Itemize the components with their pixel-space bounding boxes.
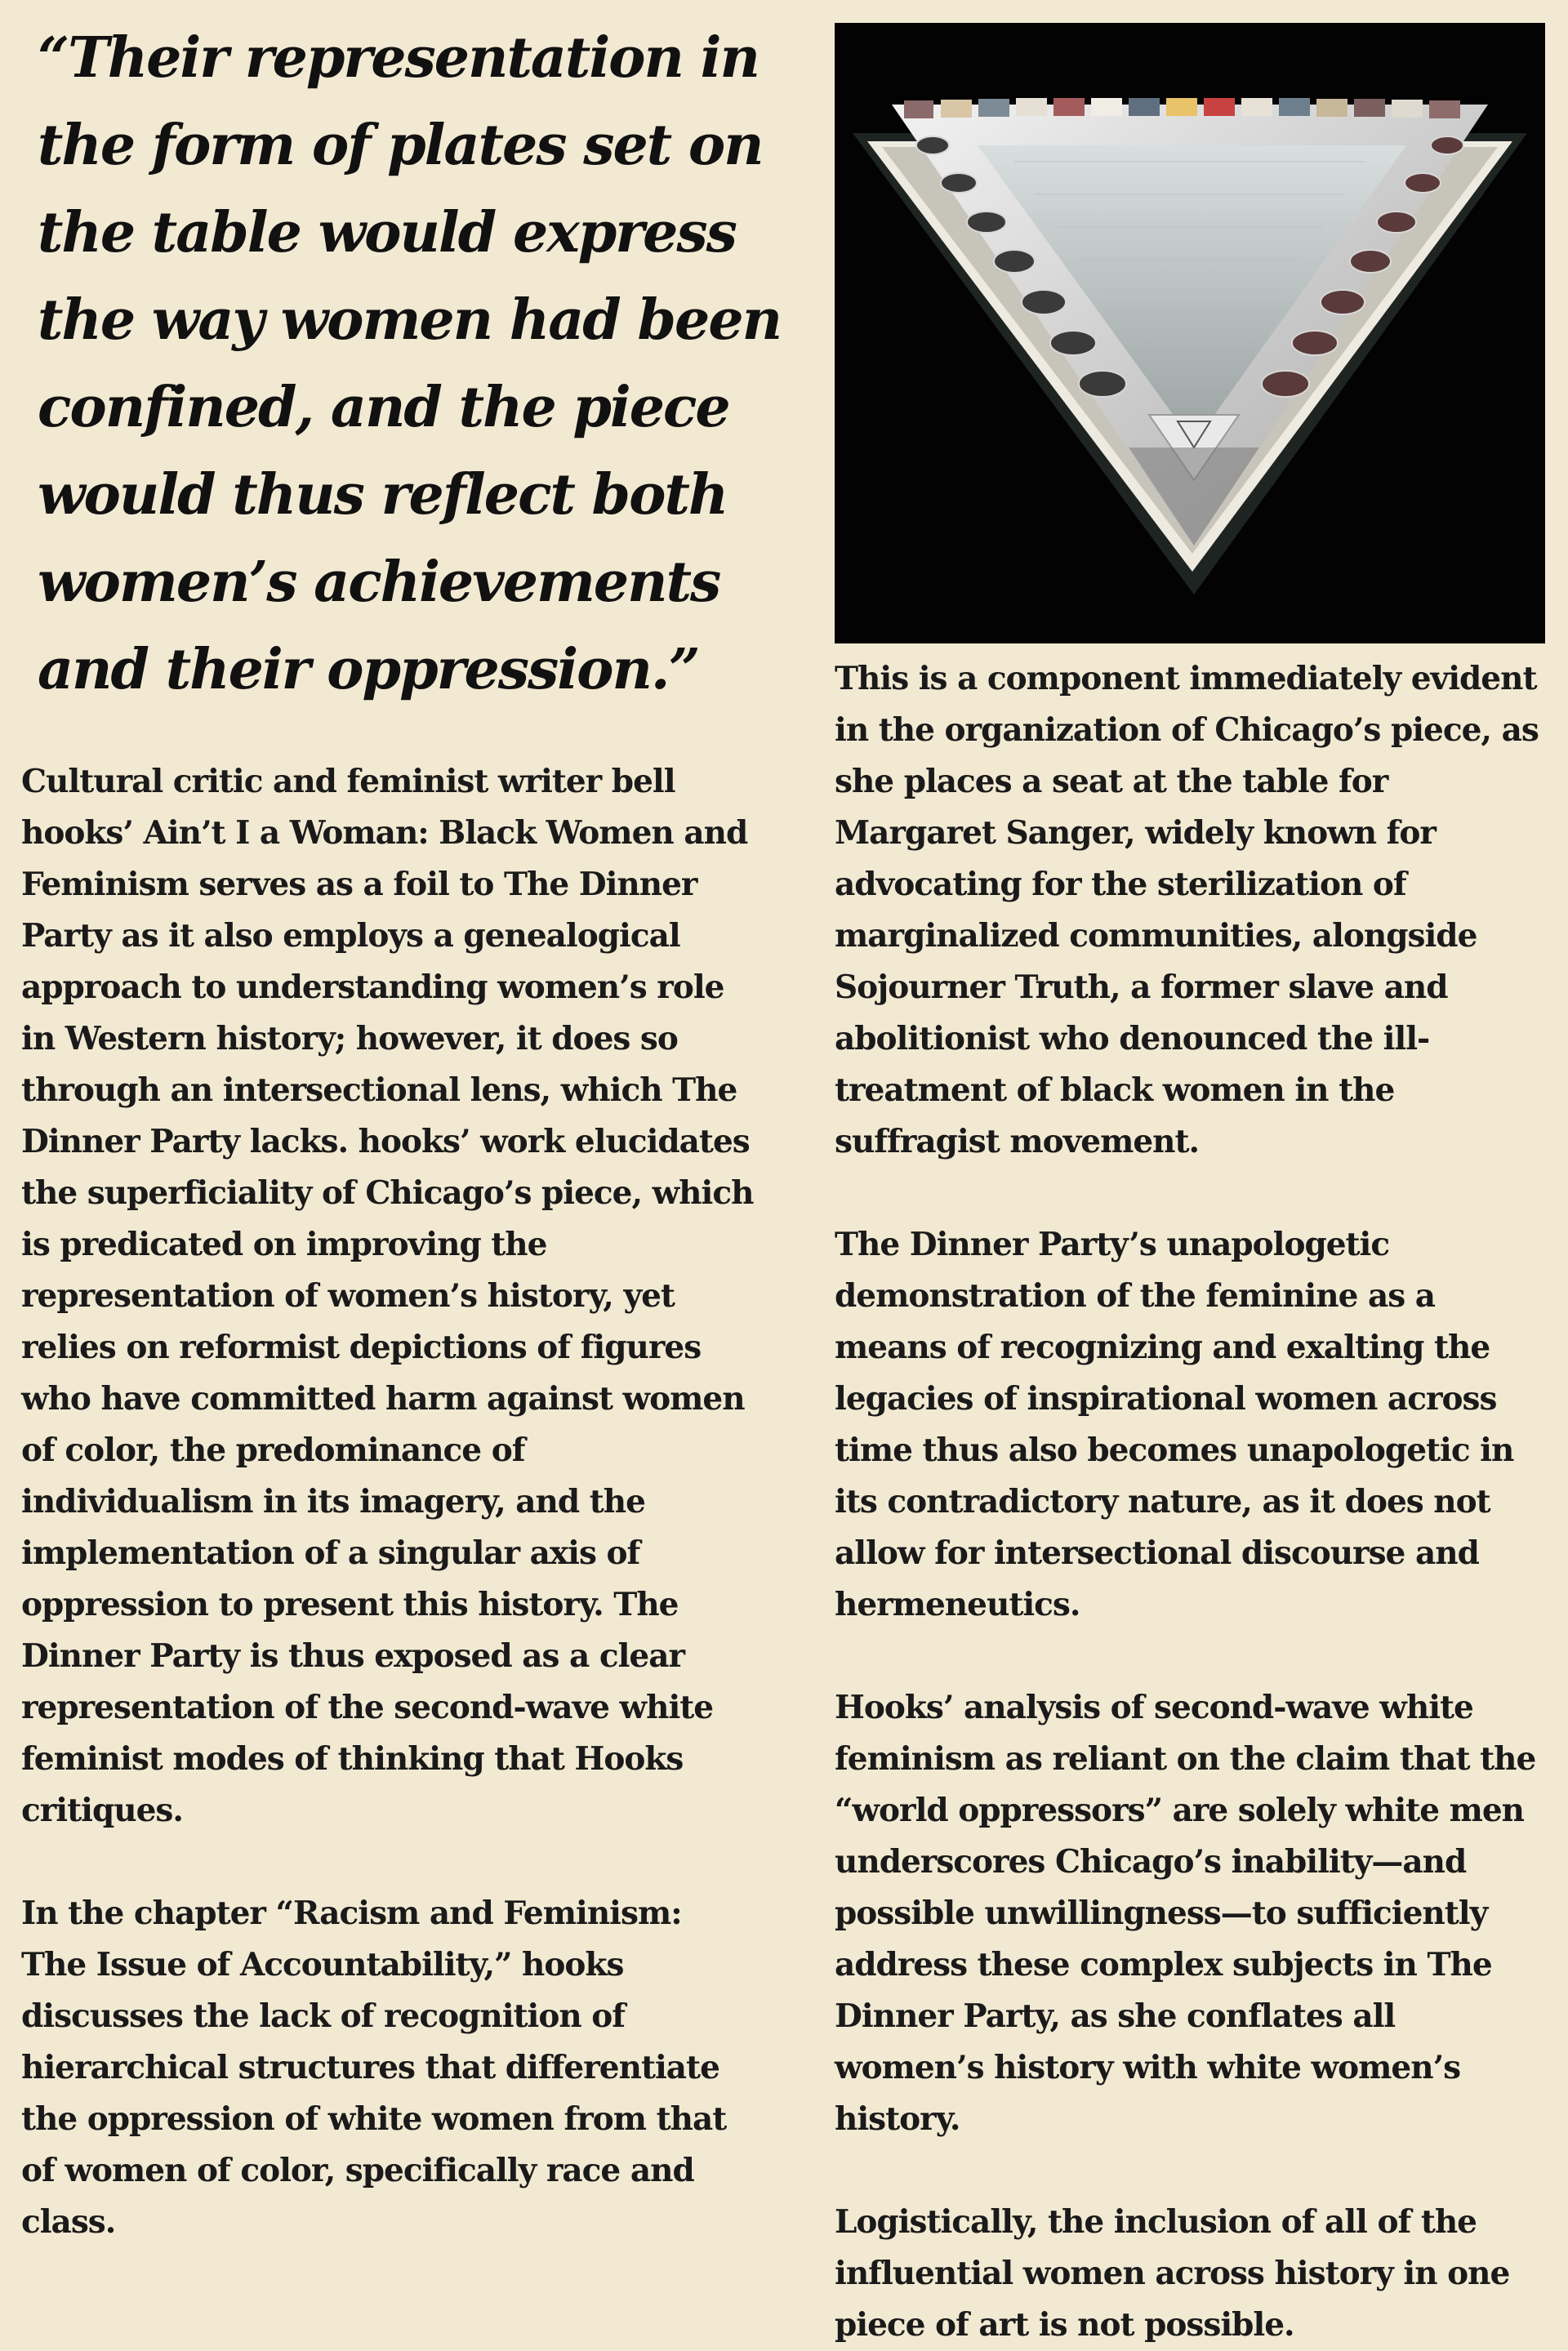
pull-quote-line: women’s achievements — [38, 550, 720, 615]
body-paragraph: Cultural critic and feminist writer bell hooks’ Ain’t I a Woman: Black Women and Feminism serves as a foil to The Dinner Party as it also employs a genealogical approach to understanding women’s role in Western history; however, it does so through an intersectional lens, which The Dinner Party lacks. hooks’ work elucidates the superficiality of Chicago’s piece, which is predicated on improving the representation of women’s history, yet relies on reformist depictions of figures who have committed harm against women of color, the predominance of individualism in its imagery, and the implementation of a singular axis of oppression to present this history. The Dinner Party is thus exposed as a clear representation of the second-wave white feminist modes of thinking that Hooks critiques. — [21, 763, 754, 1829]
pull-quote-line: would thus reflect both — [38, 462, 728, 528]
pull-quote-line: the way women had been — [38, 287, 782, 353]
pull-quote-line: and their oppression.” — [38, 637, 699, 702]
body-paragraph: Hooks’ analysis of second-wave white feminism as reliant on the claim that the “world oppressors” are solely white men underscores Chicago’s inability—and possible unwillingness—to sufficiently address these complex subjects in The Dinner Party, as she conflates all women’s history with white women’s history. — [835, 1689, 1536, 2138]
right-column — [835, 653, 1553, 2351]
pull-quote-line: the table would express — [38, 200, 736, 265]
pull-quote-line: the form of plates set on — [38, 113, 763, 178]
body-paragraph: This is a component immediately evident in the organization of Chicago’s piece, as she places a seat at the table for Margaret Sanger, widely known for advocating for the sterilization of marginalized communities, alongside Sojourner Truth, a former slave and abolitionist who denounced the ill-treatment of black women in the suffragist movement. — [835, 660, 1539, 1160]
left-column — [21, 756, 756, 2248]
body-paragraph: The Dinner Party’s unapologetic demonstration of the feminine as a means of recognizing and exalting the legacies of inspirational women across time thus also becomes unapologetic in its contradictory nature, as it does not allow for intersectional discourse and hermeneutics. — [835, 1226, 1514, 1623]
body-paragraph: In the chapter “Racism and Feminism: The Issue of Accountability,” hooks discusses the lack of recognition of hierarchical structures that differentiate the oppression of white women from that of women of color, specifically race and class. — [21, 1895, 727, 2241]
pull-quote — [38, 15, 805, 714]
pull-quote-line: confined, and the piece — [38, 375, 729, 440]
dinner-party-installation-image — [835, 23, 1545, 643]
body-paragraph: Logistically, the inclusion of all of the influential women across history in one piece of art is not possible. — [835, 2203, 1510, 2344]
pull-quote-line: “Their representation in — [38, 25, 759, 91]
